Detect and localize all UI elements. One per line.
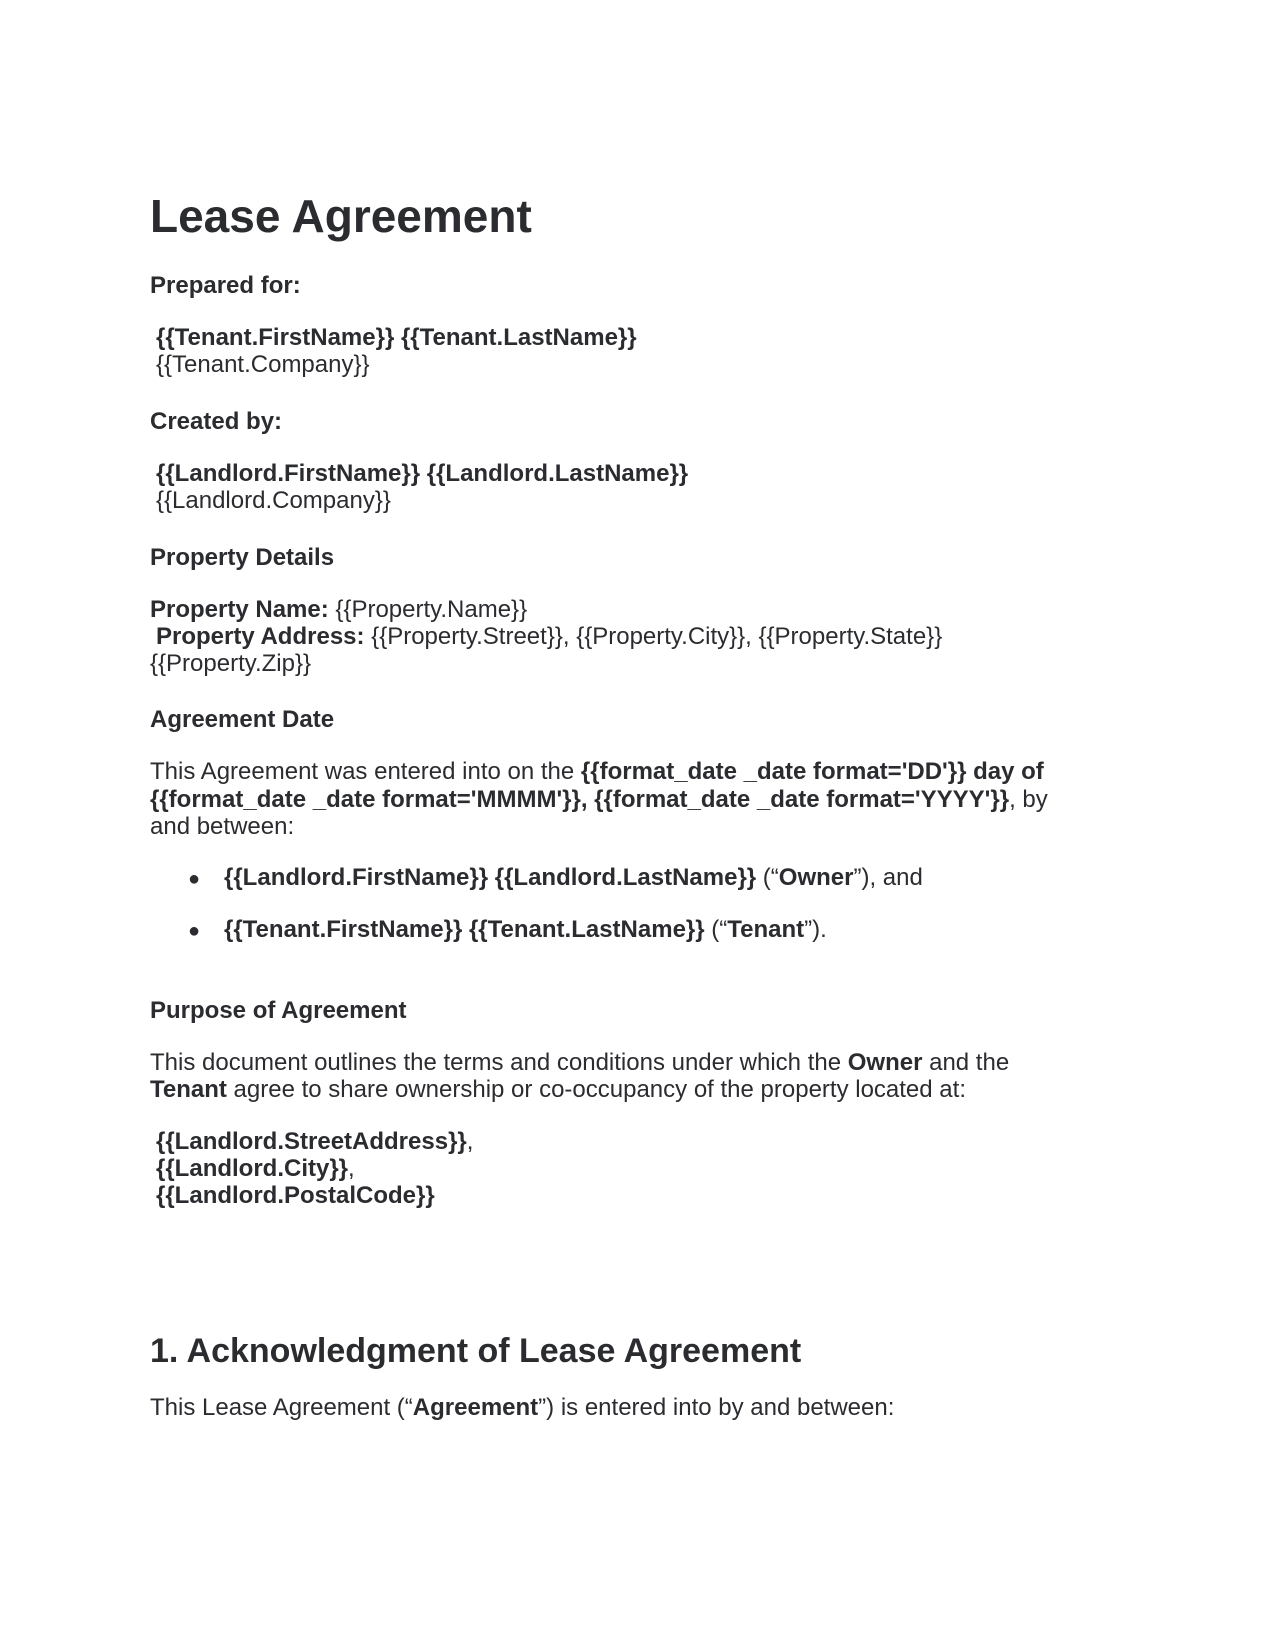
section-1-intro-b: ”) is entered into by and between: <box>538 1394 895 1421</box>
agreement-day-placeholder: {{format_date _date format='DD'}} day of <box>580 758 1044 785</box>
landlord-first-name: {{Landlord.FirstName}} <box>156 460 421 487</box>
tenant-name <box>156 324 637 352</box>
list-item <box>188 916 827 945</box>
landlord-city <box>156 1155 355 1183</box>
section-1-intro-a: This Lease Agreement (“ <box>150 1394 413 1421</box>
landlord-city-value: {{Landlord.City}} <box>156 1155 349 1182</box>
section-1-intro <box>150 1394 894 1422</box>
property-name-value: {{Property.Name}} <box>335 596 528 623</box>
purpose-heading: Purpose of Agreement <box>150 997 407 1024</box>
property-name-line <box>150 596 527 624</box>
property-details-heading: Property Details <box>150 544 335 571</box>
owner-last-name: {{Landlord.LastName}} <box>494 864 757 891</box>
prepared-for-heading: Prepared for: <box>150 272 301 299</box>
owner-role: Owner <box>778 864 854 891</box>
tenant-role-close: ”). <box>804 916 827 943</box>
tenant-first-name: {{Tenant.FirstName}} <box>156 324 395 351</box>
document-title: Lease Agreement <box>150 190 532 242</box>
created-by-heading: Created by: <box>150 408 283 435</box>
bullet-icon: ● <box>188 868 201 890</box>
tenant-role-open: (“ <box>704 916 728 943</box>
agreement-date-heading: Agreement Date <box>150 706 335 733</box>
tenant-company: {{Tenant.Company}} <box>156 351 370 378</box>
tenant-role: Tenant <box>727 916 805 943</box>
purpose-text-a: This document outlines the terms and conditions under which the <box>150 1049 848 1076</box>
owner-role-open: (“ <box>756 864 779 891</box>
property-address-value: {{Property.Street}}, {{Property.City}}, {{Property.State}} <box>371 623 943 650</box>
landlord-street-value: {{Landlord.StreetAddress}} <box>156 1128 467 1155</box>
agreement-date-line-1 <box>150 758 1044 786</box>
purpose-line-2 <box>150 1076 966 1104</box>
tenant-party-last-name: {{Tenant.LastName}} <box>468 916 705 943</box>
agreement-month-year-placeholder: {{format_date _date format='MMMM'}}, {{format_date _date format='YYYY'}} <box>150 786 1010 813</box>
agreement-by-text: , by <box>1009 786 1048 813</box>
agreement-intro: This Agreement was entered into on the <box>150 758 581 785</box>
purpose-text-b: and the <box>922 1049 1010 1076</box>
list-item <box>188 864 923 893</box>
owner-first-name: {{Landlord.FirstName}} <box>224 864 489 891</box>
landlord-postal <box>156 1182 435 1210</box>
landlord-last-name: {{Landlord.LastName}} <box>426 460 689 487</box>
purpose-line-1 <box>150 1049 1009 1077</box>
agreement-and-between: and between: <box>150 813 295 840</box>
tenant-party-first-name: {{Tenant.FirstName}} <box>224 916 463 943</box>
comma: , <box>348 1155 355 1182</box>
property-address-label: Property Address: <box>156 623 365 650</box>
property-address-line <box>156 623 942 651</box>
property-name-label: Property Name: <box>150 596 329 623</box>
property-zip: {{Property.Zip}} <box>150 650 311 677</box>
owner-role-close: ”), and <box>853 864 923 891</box>
comma: , <box>466 1128 474 1155</box>
landlord-name <box>156 460 688 488</box>
tenant-last-name: {{Tenant.LastName}} <box>400 324 637 351</box>
purpose-owner: Owner <box>847 1049 923 1076</box>
agreement-date-line-2 <box>150 786 1048 814</box>
purpose-text-c: agree to share ownership or co-occupancy of the property located at: <box>226 1076 966 1103</box>
landlord-company: {{Landlord.Company}} <box>156 487 391 514</box>
landlord-postal-value: {{Landlord.PostalCode}} <box>156 1182 435 1209</box>
purpose-tenant: Tenant <box>150 1076 227 1103</box>
section-1-intro-bold: Agreement <box>412 1394 539 1421</box>
landlord-street <box>156 1128 473 1156</box>
section-1-heading: 1. Acknowledgment of Lease Agreement <box>150 1332 802 1370</box>
bullet-icon: ● <box>188 920 201 942</box>
